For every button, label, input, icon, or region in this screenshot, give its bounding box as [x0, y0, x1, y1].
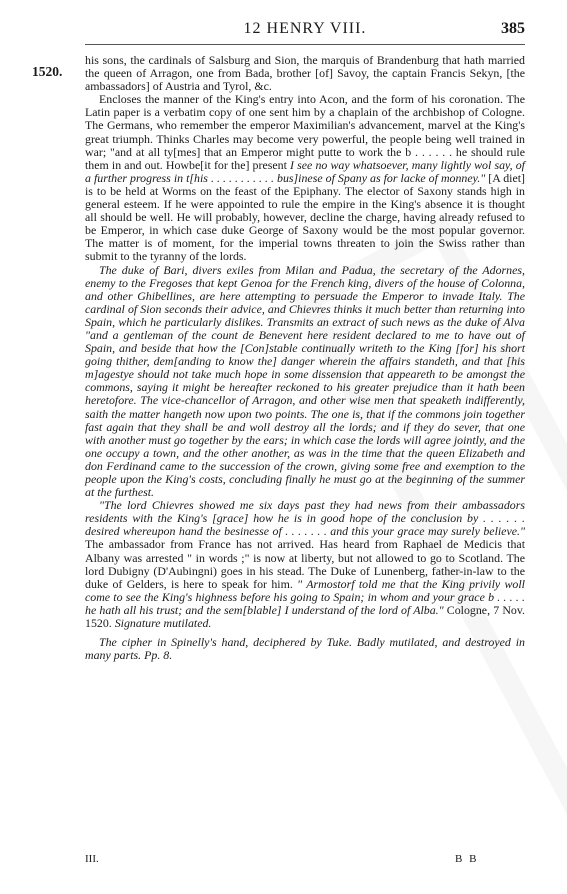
volume-number: III.	[85, 853, 99, 865]
running-title: 12 HENRY VIII.	[243, 20, 367, 37]
paragraph-2-part-c: [A diet] is to be held at Worms on the feast of the Epiphany. The elector of Saxony stands high in general esteem. If he were appointed to rule the empire in the King's absence it is thought all should be well. He will probably, however, decline the charge, having already refused to be Emperor, in which case duke George of Saxony would be the most popular governor. The matter is of moment, for the imperial towns threaten to join the Swiss rather than submit to the tyranny of the lords.	[85, 170, 525, 264]
running-header	[85, 18, 525, 45]
paragraph-3-cipher: The duke of Bari, divers exiles from Milan and Padua, the secretary of the Adornes, enemy to the Fregoses that kept Genoa for the French king, divers of the house of Colonna, and other Ghibellines, are here attempting to persuade the Emperor to invade Italy. The cardinal of Sion seconds their advice, and Chievres thinks it much better than returning into Spain, which he particularly dislikes. Transmits an extract of such news as the duke of Alva "and a gentleman of the count de Benevent here resident declared to me to have out of Spain, and beside that how the [Con]stable continually writeth to the King [for] his short going thither, dem[anding to know the] danger wherein the affairs standeth, and that [his m]agestye should not take much hope in some dissension that appeareth to be amongst the commons, saying it might be hereafter reckoned to his greater prejudice than it hath been heretofore. The vice-chancellor of Arragon, and other wise men that speaketh indifferently, saith the matter hangeth now upon two points. The one is, that if the commons join together fast again that they shall be and woll destroy all the lords; and if they do sever, that one with another must go together by the ears; in which case the lords will agree jointly, and the one occupy a town, and the other another, as was in the time that the queen Elizabeth and don Ferdinand came to the succession of the crown, giving some free and exemption to the people upon the King's costs, concluding finally he must go at the beginning of the summer at the furthest.	[85, 262, 525, 500]
paragraph-4-signature-note: Signature mutilated.	[114, 616, 212, 631]
paragraph-4-dateline: Cologne, 7 Nov. 1520.	[85, 602, 525, 631]
signature-mark: B B	[455, 853, 479, 865]
page-number: 385	[501, 20, 525, 37]
margin-year: 1520.	[32, 64, 63, 79]
document-description: The cipher in Spinelly's hand, deciphered by Tuke. Badly mutilated, and destroyed in many parts. Pp. 8.	[85, 635, 525, 663]
paragraph-4	[85, 499, 525, 630]
paragraph-4-cipher-quote-2: " Armostorf told me that the King privily woll come to see the King's highness before his going to Spain; in whom and your grace b . . . . . he hath all his trust; and the sem[blable] I understand of the lord of Alba."	[85, 576, 525, 617]
paragraph-4-part-b: The ambassador from France has not arrived. Has heard from Raphael de Medicis that Albany was arrested " in words ;" is now at liberty, but not allowed to go to Scotland. The lord Dubigny (D'Aubingni) goes in his stead. The Duke of Lunenberg, father-in-law to the duke of Gelders, is here to speak for him.	[85, 537, 525, 591]
paragraph-1: his sons, the cardinals of Salsburg and Sion, the marquis of Brandenburg that hath married the queen of Arragon, one from Bada, brother [of] Savoy, the captain Francis Sekyn, [the ambassadors] of Austria and Tyrol, &c.	[85, 53, 525, 94]
paragraph-4-cipher-quote: "The lord Chievres showed me six days past they had news from their ambassadors residents with the King's [grace] how he is in good hope of the conclusion by . . . . . . desired whereupon hand the besinesse of . . . . . . . and this your grace may surely believe."	[85, 498, 525, 539]
paragraph-2-part-a: Encloses the manner of the King's entry into Acon, and the form of his coronation. The Latin paper is a verbatim copy of one sent him by a chaplain of the archbishop of Cologne. The Germans, who remember the emperor Maximilian's advancement, marvel at the King's great triumph. Thinks Charles may become very powerful, the people being well trained in war; "and at all ty[mes] that an Emperor might putte to work the b . . . . . . he should rule them in and out. Howbe[it for the] present	[85, 92, 525, 172]
body-text	[85, 54, 525, 662]
paragraph-2-cipher-quote: I see no way whatsoever, many lightly wol say, of a further progress in t[his . . . . . . . . . . . bus]inese of Spany as for lacke of monney."	[85, 157, 525, 185]
paragraph-2	[85, 93, 525, 263]
